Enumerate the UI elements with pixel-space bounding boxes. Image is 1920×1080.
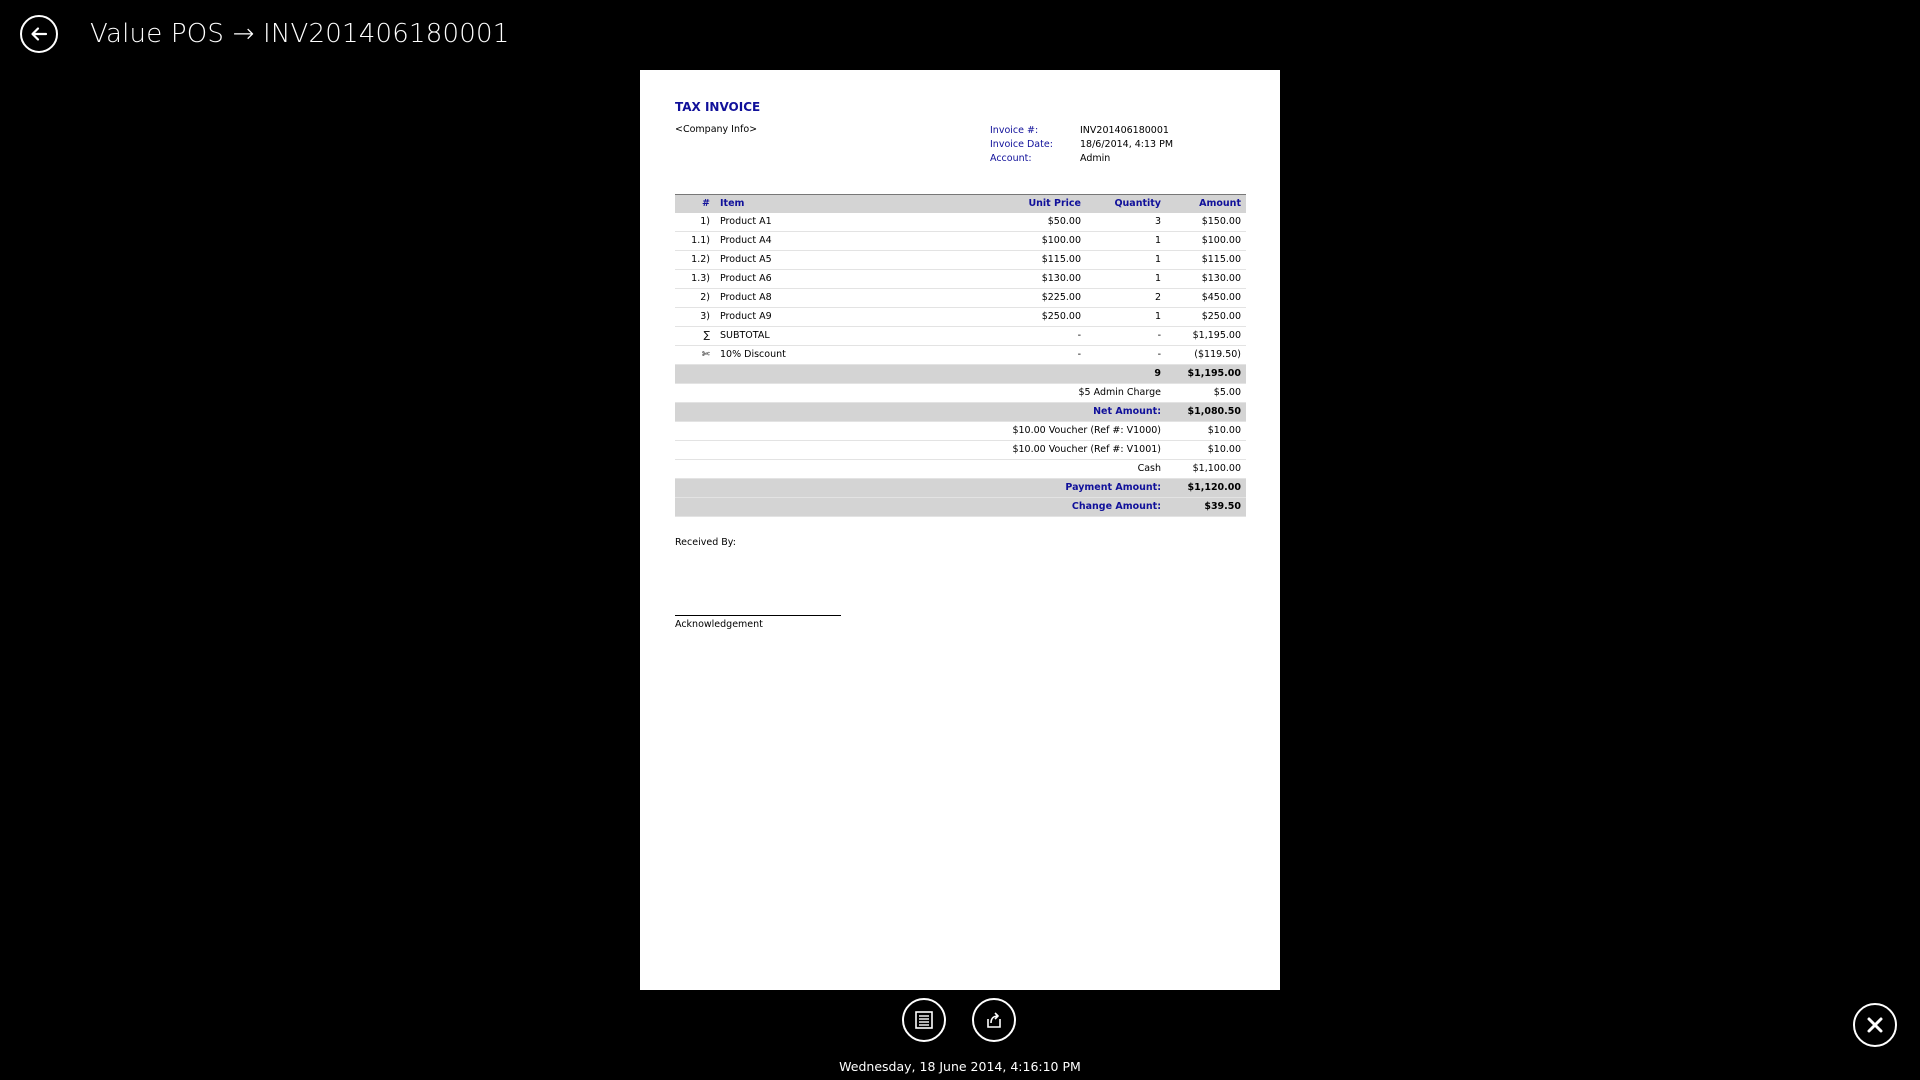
total-amount: $1,195.00 <box>1166 365 1246 384</box>
page-title: Value POS → INV201406180001 <box>90 19 510 49</box>
close-icon <box>1866 1016 1884 1034</box>
admin-charge-row <box>675 384 1246 403</box>
row-num: 1.1) <box>675 232 715 251</box>
account-name: Admin <box>1080 153 1111 164</box>
invoice-document <box>640 70 1280 990</box>
row-qty: 1 <box>1086 232 1166 251</box>
admin-charge-label: $5 Admin Charge <box>675 384 1166 403</box>
admin-charge-amount: $5.00 <box>1166 384 1246 403</box>
bottom-toolbar <box>902 998 1016 1042</box>
net-amount-label: Net Amount: <box>675 403 1166 422</box>
row-price: $250.00 <box>986 308 1086 327</box>
invoice-title: TAX INVOICE <box>675 100 761 114</box>
row-amount: $250.00 <box>1166 308 1246 327</box>
payment-amount-label: Payment Amount: <box>675 479 1166 498</box>
subtotal-row <box>675 327 1246 346</box>
status-timestamp: Wednesday, 18 June 2014, 4:16:10 PM <box>839 1059 1081 1074</box>
row-price: - <box>986 346 1086 365</box>
row-amount: $100.00 <box>1166 232 1246 251</box>
row-amount: ($119.50) <box>1166 346 1246 365</box>
invoice-items-table <box>675 194 1246 517</box>
payment-label: $10.00 Voucher (Ref #: V1001) <box>675 441 1166 460</box>
row-price: $225.00 <box>986 289 1086 308</box>
table-row <box>675 270 1246 289</box>
row-qty: 1 <box>1086 308 1166 327</box>
payment-amount: $1,100.00 <box>1166 460 1246 479</box>
row-item: Product A4 <box>715 232 986 251</box>
col-quantity-header: Quantity <box>1086 195 1166 214</box>
table-row <box>675 213 1246 232</box>
row-item: Product A9 <box>715 308 986 327</box>
col-item-header: Item <box>715 195 986 214</box>
row-num: 1.2) <box>675 251 715 270</box>
invoice-date: 18/6/2014, 4:13 PM <box>1080 139 1174 150</box>
row-price: $130.00 <box>986 270 1086 289</box>
payment-row <box>675 422 1246 441</box>
table-row <box>675 289 1246 308</box>
row-item: Product A6 <box>715 270 986 289</box>
arrow-left-icon <box>30 25 48 43</box>
list-button[interactable] <box>902 998 946 1042</box>
invoice-number: INV201406180001 <box>1080 125 1169 136</box>
row-num: 1.3) <box>675 270 715 289</box>
meta-label: Invoice Date: <box>990 139 1053 150</box>
col-unit-price-header: Unit Price <box>986 195 1086 214</box>
row-item: 10% Discount <box>715 346 986 365</box>
close-button[interactable] <box>1853 1003 1897 1047</box>
row-amount: $115.00 <box>1166 251 1246 270</box>
row-item: Product A1 <box>715 213 986 232</box>
row-item: Product A8 <box>715 289 986 308</box>
payment-amount: $10.00 <box>1166 441 1246 460</box>
table-row <box>675 232 1246 251</box>
account-row <box>990 152 1173 166</box>
row-amount: $150.00 <box>1166 213 1246 232</box>
company-info: <Company Info> <box>675 124 758 135</box>
row-num: 3) <box>675 308 715 327</box>
payment-label: Cash <box>675 460 1166 479</box>
row-qty: - <box>1086 346 1166 365</box>
share-icon <box>984 1010 1004 1030</box>
row-item: Product A5 <box>715 251 986 270</box>
payment-label: $10.00 Voucher (Ref #: V1000) <box>675 422 1166 441</box>
row-amount: $1,195.00 <box>1166 327 1246 346</box>
col-amount-header: Amount <box>1166 195 1246 214</box>
table-row <box>675 251 1246 270</box>
row-price: $50.00 <box>986 213 1086 232</box>
discount-row <box>675 346 1246 365</box>
meta-label: Invoice #: <box>990 125 1039 136</box>
signature-line <box>675 615 841 616</box>
payment-row <box>675 460 1246 479</box>
row-amount: $130.00 <box>1166 270 1246 289</box>
payment-row <box>675 441 1246 460</box>
row-price: $100.00 <box>986 232 1086 251</box>
change-amount-row <box>675 498 1246 517</box>
scissors-icon: ✄ <box>675 346 715 365</box>
row-qty: - <box>1086 327 1166 346</box>
row-amount: $450.00 <box>1166 289 1246 308</box>
share-button[interactable] <box>972 998 1016 1042</box>
table-row <box>675 308 1246 327</box>
row-qty: 3 <box>1086 213 1166 232</box>
invoice-meta <box>990 124 1173 166</box>
received-by-label: Received By: <box>675 537 736 548</box>
list-icon <box>914 1010 934 1030</box>
back-button[interactable] <box>20 15 58 53</box>
total-row <box>675 365 1246 384</box>
row-num: 1) <box>675 213 715 232</box>
row-item: SUBTOTAL <box>715 327 986 346</box>
change-amount-label: Change Amount: <box>675 498 1166 517</box>
row-price: $115.00 <box>986 251 1086 270</box>
row-qty: 2 <box>1086 289 1166 308</box>
payment-amount-value: $1,120.00 <box>1166 479 1246 498</box>
sigma-icon: ∑ <box>675 327 715 346</box>
table-header-row <box>675 195 1246 214</box>
row-price: - <box>986 327 1086 346</box>
invoice-number-row <box>990 124 1173 138</box>
col-num-header: # <box>675 195 715 214</box>
net-amount-value: $1,080.50 <box>1166 403 1246 422</box>
payment-amount: $10.00 <box>1166 422 1246 441</box>
change-amount-value: $39.50 <box>1166 498 1246 517</box>
net-amount-row <box>675 403 1246 422</box>
total-qty: 9 <box>1086 365 1166 384</box>
row-qty: 1 <box>1086 251 1166 270</box>
meta-label: Account: <box>990 153 1032 164</box>
acknowledgement-label: Acknowledgement <box>675 619 763 630</box>
payment-amount-row <box>675 479 1246 498</box>
row-qty: 1 <box>1086 270 1166 289</box>
invoice-date-row <box>990 138 1173 152</box>
invoice-info <box>675 124 1246 182</box>
row-num: 2) <box>675 289 715 308</box>
